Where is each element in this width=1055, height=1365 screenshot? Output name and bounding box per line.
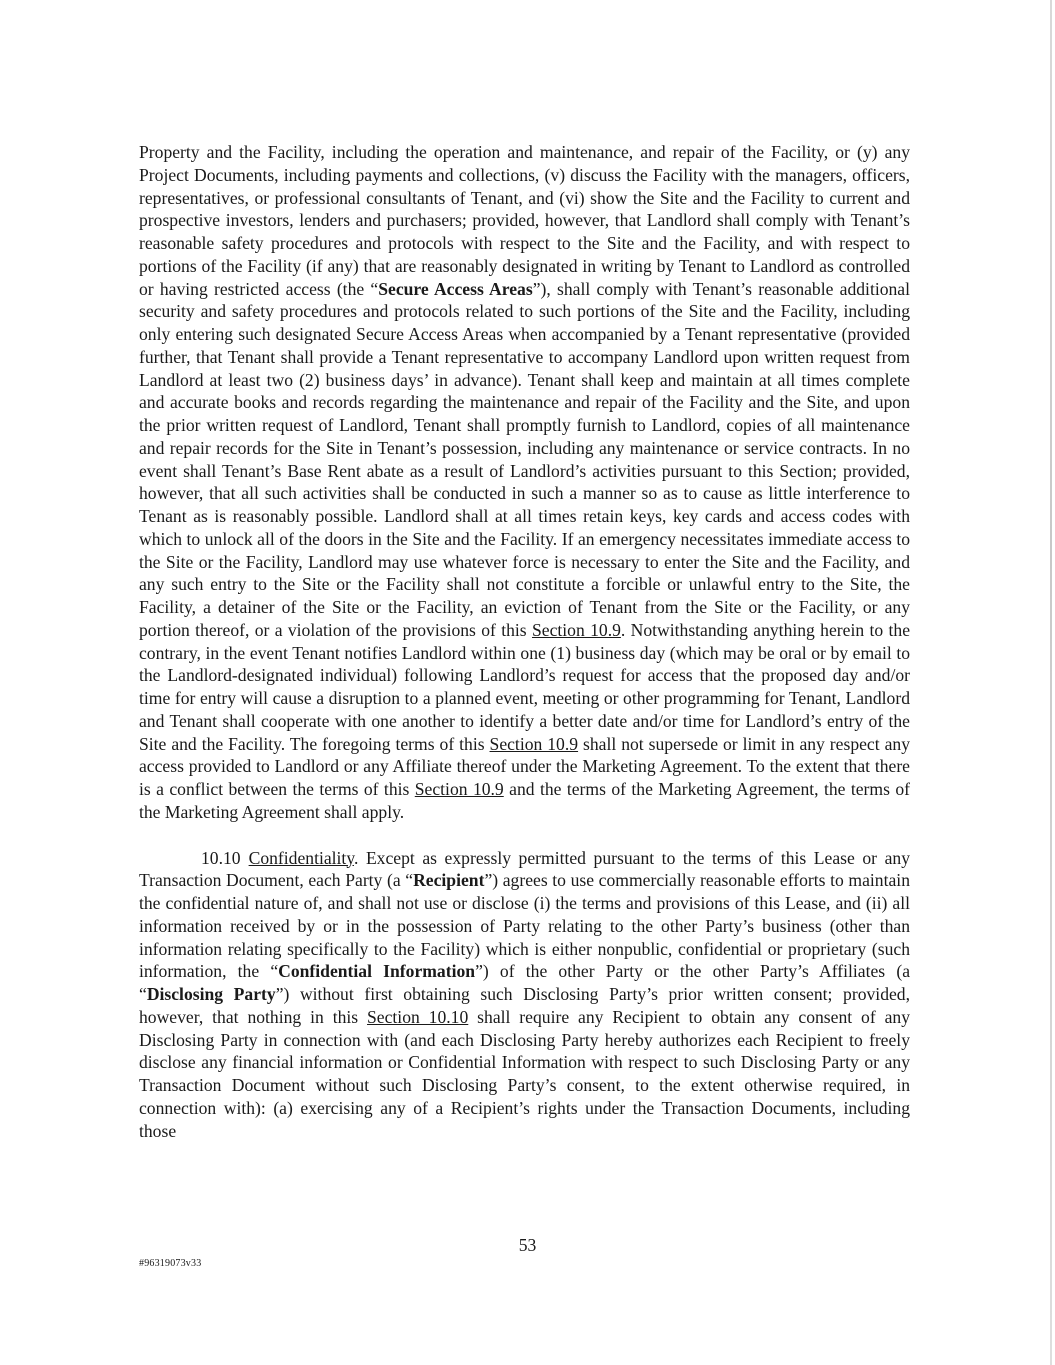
text-run: shall not supersede or limit in any respect any access provided to Landlord or any Affiliate thereof under the Marketing Agreement. To the extent that there is a conflict between the terms of this	[139, 733, 910, 799]
defined-term-confidential-information: Confidential Information	[278, 961, 476, 982]
section-reference: Section 10.9	[414, 779, 504, 799]
section-reference: Section 10.9	[532, 619, 621, 640]
text-run: . Notwithstanding anything herein to the contrary, in the event Tenant notifies Landlord within one (1) business day (which may be oral or by email to the Landlord-designated individual) following Landlord’s request for access that the proposed day and/or time for entry will cause a disruption to a planned event, meeting or other programming for Tenant, Landlord and Tenant shall cooperate with one another to identify a better date and/or time for Landlord’s entry of the Site and the Facility. The foregoing terms of this	[139, 619, 910, 754]
paragraph-confidentiality	[139, 847, 910, 1143]
text-run: Property and the Facility, including the operation and maintenance, and repair of the Facility, or (y) any Project Documents, including payments and collections, (v) discuss the Facility with the managers, officers, representatives, or professional consultants of Tenant, and (vi) show the Site and the Facility to current and prospective investors, lenders and purchasers; provided, however, that Landlord shall comply with Tenant’s reasonable safety procedures and protocols with respect to the Site and the Facility, and with respect to portions of the Facility (if any) that are reasonably designated in writing by Tenant to Landlord as controlled or having restricted access (the “	[139, 142, 910, 299]
text-run: ”) without first obtaining such Disclosing Party’s prior written consent; provided, however, that nothing in this	[139, 984, 910, 1027]
defined-term-recipient: Recipient	[413, 870, 485, 891]
document-id: #96319073v33	[139, 1258, 202, 1269]
defined-term-secure-access-areas: Secure Access Areas	[378, 278, 533, 299]
text-run: shall require any Recipient to obtain any consent of any Disclosing Party in connection with (and each Disclosing Party hereby authorizes each Recipient to freely disclose any financial information or Confidential Information with respect to such Disclosing Party or any Transaction Document without such Disclosing Party’s consent, to the extent otherwise required, in connection with): (a) exercising any of a Recipient’s rights under the Transaction Documents, including those	[139, 1006, 910, 1141]
section-reference: Section 10.9	[489, 733, 579, 754]
section-number: 10.10	[201, 847, 241, 868]
document-body	[139, 141, 910, 1142]
paragraph-access-rights	[139, 141, 910, 824]
text-run: ”), shall comply with Tenant’s reasonable additional security and safety procedures and protocols related to such portions of the Site and the Facility, including only entering such designated Secure Access Areas when accompanied by a Tenant representative (provided further, that Tenant shall provide a Tenant representative to accompany Landlord upon written request from Landlord at least two (2) business days’ in advance). Tenant shall keep and maintain at all times complete and accurate books and records regarding the maintenance and repair of the Facility and the Site, and upon the prior written request of Landlord, Tenant shall promptly furnish to Landlord, copies of all maintenance and repair records for the Site in Tenant’s possession, including any maintenance or service contracts. In no event shall Tenant’s Base Rent abate as a result of Landlord’s activities pursuant to this Section; provided, however, that all such activities shall be conducted in such a manner so as to cause as little interference to Tenant as is reasonably possible. Landlord shall at all times retain keys, key cards and access codes with which to unlock all of the doors in the Site and the Facility. If an emergency necessitates immediate access to the Site or the Facility, Landlord may use whatever force is necessary to enter the Site and the Facility, and any such entry to the Site or the Facility shall not constitute a forcible or unlawful entry to the Site, the Facility, a detainer of the Site or the Facility, an eviction of Tenant from the Site or the Facility, or any portion thereof, or a violation of the provisions of this	[139, 278, 911, 640]
text-run: . Except as expressly permitted pursuant to the terms of this Lease or any Transaction Document, each Party (a “	[139, 847, 910, 891]
section-heading: Confidentiality	[248, 847, 354, 868]
text-run: and the terms of the Marketing Agreement, the terms of the Marketing Agreement shall apply.	[139, 779, 910, 822]
text-run: ”) of the other Party or the other Party’s Affiliates (a “	[139, 961, 911, 1004]
defined-term-disclosing-party: Disclosing Party	[146, 984, 276, 1004]
page-edge-shadow	[1050, 0, 1052, 1365]
page-number: 53	[518, 1235, 537, 1255]
text-run: ”) agrees to use commercially reasonable efforts to maintain the confidential nature of, and shall not use or disclose (i) the terms and provisions of this Lease, and (ii) all information received by or in the possession of Party relating to the other Party’s business (other than information relating specifically to the Facility) which is either nonpublic, confidential or proprietary (such information, the “	[139, 870, 910, 982]
section-reference: Section 10.10	[367, 1006, 469, 1027]
